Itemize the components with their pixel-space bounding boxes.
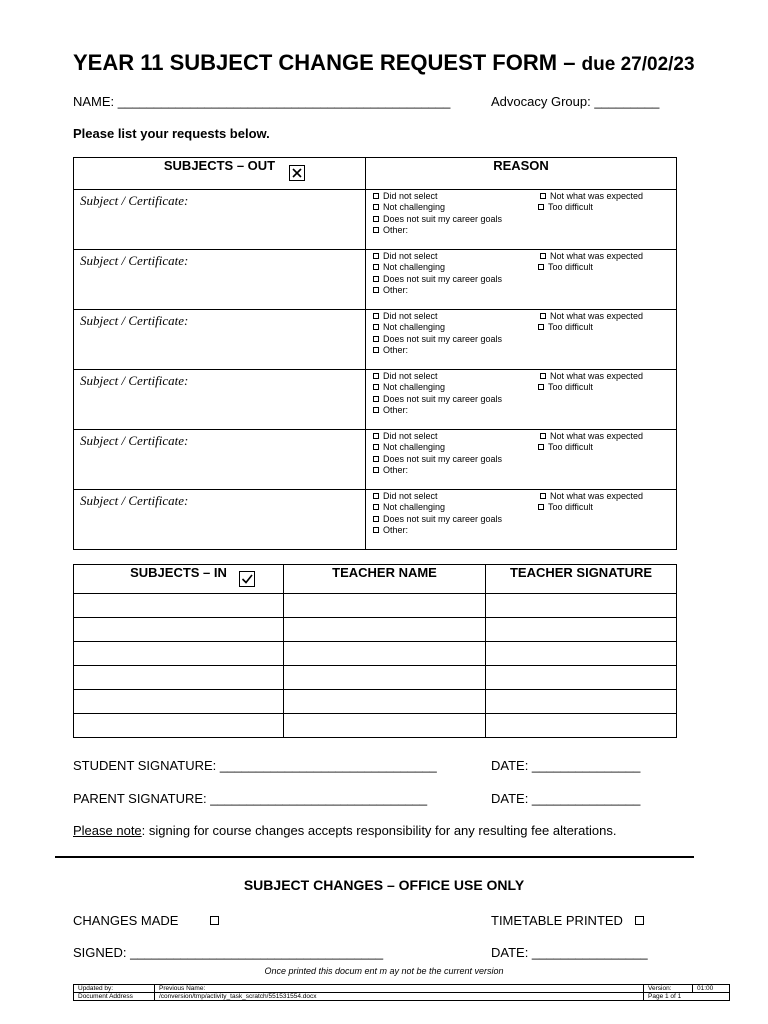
- teacher-signature-cell[interactable]: [486, 618, 677, 642]
- checkbox-icon: [373, 264, 379, 270]
- teacher-name-cell[interactable]: [284, 666, 486, 690]
- student-date-field[interactable]: DATE: _______________: [491, 758, 641, 773]
- subject-cell[interactable]: Subject / Certificate:: [74, 190, 366, 250]
- table-row: [74, 250, 677, 310]
- version-label: Version:: [644, 985, 693, 993]
- teacher-name-cell[interactable]: [284, 642, 486, 666]
- checkbox-icon: [373, 253, 379, 259]
- reason-career-goals[interactable]: Does not suit my career goals: [373, 334, 502, 345]
- table-row: [74, 666, 677, 690]
- reason-other[interactable]: Other:: [373, 405, 408, 416]
- reason-header: REASON: [366, 158, 677, 190]
- reason-too-difficult[interactable]: Too difficult: [538, 502, 593, 513]
- checkbox-icon: [373, 493, 379, 499]
- table-row: [74, 618, 677, 642]
- reason-too-difficult[interactable]: Too difficult: [538, 202, 593, 213]
- reason-not-challenging[interactable]: Not challenging: [373, 382, 445, 393]
- teacher-name-header: TEACHER NAME: [284, 565, 486, 594]
- table-row: [74, 430, 677, 490]
- page-number: Page 1 of 1: [644, 993, 730, 1001]
- office-signed-field[interactable]: SIGNED: ___________________________________: [73, 945, 384, 960]
- previous-name-label: Previous Name:: [155, 985, 644, 993]
- checkbox-icon: [540, 313, 546, 319]
- reason-did-not-select[interactable]: Did not select: [373, 491, 438, 502]
- teacher-name-cell[interactable]: [284, 690, 486, 714]
- name-field[interactable]: NAME: ______________________________________________: [73, 94, 451, 109]
- subject-in-cell[interactable]: [74, 666, 284, 690]
- checkbox-icon[interactable]: [635, 916, 644, 925]
- changes-made-field: CHANGES MADE: [73, 913, 219, 928]
- reason-cell: [366, 430, 677, 490]
- checkbox-icon: [373, 467, 379, 473]
- checkbox-icon: [373, 396, 379, 402]
- office-date-field[interactable]: DATE: ________________: [491, 945, 648, 960]
- office-use-heading: SUBJECT CHANGES – OFFICE USE ONLY: [243, 877, 525, 893]
- subject-in-cell[interactable]: [74, 594, 284, 618]
- subject-in-cell[interactable]: [74, 618, 284, 642]
- reason-too-difficult[interactable]: Too difficult: [538, 322, 593, 333]
- checkbox-icon: [373, 204, 379, 210]
- checkbox-tick-icon: [239, 571, 255, 587]
- checkbox-icon: [373, 384, 379, 390]
- table-row: [74, 690, 677, 714]
- checkbox-icon: [373, 444, 379, 450]
- checkbox-icon: [538, 444, 544, 450]
- reason-too-difficult[interactable]: Too difficult: [538, 262, 593, 273]
- reason-other[interactable]: Other:: [373, 345, 408, 356]
- reason-not-challenging[interactable]: Not challenging: [373, 322, 445, 333]
- reason-too-difficult[interactable]: Too difficult: [538, 442, 593, 453]
- checkbox-icon: [373, 276, 379, 282]
- table-row: [74, 594, 677, 618]
- checkbox-icon: [373, 456, 379, 462]
- checkbox-icon: [540, 493, 546, 499]
- teacher-name-cell[interactable]: [284, 618, 486, 642]
- reason-did-not-select[interactable]: Did not select: [373, 371, 438, 382]
- teacher-name-cell[interactable]: [284, 714, 486, 738]
- instruction-text: Please list your requests below.: [73, 126, 270, 141]
- teacher-signature-header: TEACHER SIGNATURE: [486, 565, 677, 594]
- checkbox-icon: [373, 324, 379, 330]
- divider: [55, 856, 694, 858]
- checkbox-icon: [373, 407, 379, 413]
- checkbox-icon: [373, 373, 379, 379]
- parent-date-field[interactable]: DATE: _______________: [491, 791, 641, 806]
- subject-cell[interactable]: Subject / Certificate:: [74, 310, 366, 370]
- print-version-note: Once printed this docum ent m ay not be the current version: [264, 966, 504, 976]
- document-address-value: /conversion/tmp/activity_task_scratch/551531554.docx: [155, 993, 644, 1001]
- note-label: Please note: [73, 823, 142, 838]
- reason-not-expected[interactable]: Not what was expected: [540, 371, 643, 382]
- reason-cell: [366, 190, 677, 250]
- checkbox-icon[interactable]: [210, 916, 219, 925]
- teacher-signature-cell[interactable]: [486, 642, 677, 666]
- checkbox-icon: [538, 504, 544, 510]
- subjects-out-table: [73, 157, 677, 550]
- due-date: due 27/02/23: [581, 54, 695, 75]
- reason-not-challenging[interactable]: Not challenging: [373, 202, 445, 213]
- reason-other[interactable]: Other:: [373, 225, 408, 236]
- reason-not-challenging[interactable]: Not challenging: [373, 442, 445, 453]
- table-row: [74, 370, 677, 430]
- parent-signature-field[interactable]: PARENT SIGNATURE: ______________________________: [73, 791, 428, 806]
- reason-career-goals[interactable]: Does not suit my career goals: [373, 274, 502, 285]
- reason-not-expected[interactable]: Not what was expected: [540, 311, 643, 322]
- reason-cell: [366, 490, 677, 550]
- checkbox-icon: [373, 216, 379, 222]
- subject-cell[interactable]: Subject / Certificate:: [74, 250, 366, 310]
- reason-not-expected[interactable]: Not what was expected: [540, 251, 643, 262]
- checkbox-icon: [540, 433, 546, 439]
- checkbox-icon: [538, 264, 544, 270]
- checkbox-icon: [373, 193, 379, 199]
- reason-did-not-select[interactable]: Did not select: [373, 191, 438, 202]
- reason-did-not-select[interactable]: Did not select: [373, 431, 438, 442]
- reason-not-expected[interactable]: Not what was expected: [540, 491, 643, 502]
- subject-cell[interactable]: Subject / Certificate:: [74, 490, 366, 550]
- reason-did-not-select[interactable]: Did not select: [373, 251, 438, 262]
- reason-too-difficult[interactable]: Too difficult: [538, 382, 593, 393]
- subjects-out-header: SUBJECTS – OUT: [74, 158, 366, 190]
- table-row: [74, 714, 677, 738]
- subjects-in-table: [73, 564, 677, 738]
- reason-cell: [366, 370, 677, 430]
- reason-not-challenging[interactable]: Not challenging: [373, 262, 445, 273]
- reason-other[interactable]: Other:: [373, 285, 408, 296]
- table-row: [74, 642, 677, 666]
- checkbox-icon: [373, 527, 379, 533]
- reason-not-challenging[interactable]: Not challenging: [373, 502, 445, 513]
- fee-note: Please note: signing for course changes accepts responsibility for any resulting fee alterations.: [73, 823, 617, 838]
- reason-not-expected[interactable]: Not what was expected: [540, 431, 643, 442]
- reason-career-goals[interactable]: Does not suit my career goals: [373, 394, 502, 405]
- subjects-in-header: SUBJECTS – IN: [74, 565, 284, 594]
- reason-not-expected[interactable]: Not what was expected: [540, 191, 643, 202]
- checkbox-icon: [373, 433, 379, 439]
- checkbox-icon: [373, 347, 379, 353]
- teacher-signature-cell[interactable]: [486, 666, 677, 690]
- reason-other[interactable]: Other:: [373, 525, 408, 536]
- checkbox-icon: [373, 336, 379, 342]
- checkbox-icon: [373, 227, 379, 233]
- reason-did-not-select[interactable]: Did not select: [373, 311, 438, 322]
- checkbox-icon: [538, 324, 544, 330]
- table-row: [74, 190, 677, 250]
- checkbox-icon: [373, 313, 379, 319]
- document-address-label: Document Address: [74, 993, 155, 1001]
- checkbox-x-icon: [289, 165, 305, 181]
- table-row: [74, 310, 677, 370]
- checkbox-icon: [540, 253, 546, 259]
- reason-career-goals[interactable]: Does not suit my career goals: [373, 454, 502, 465]
- teacher-name-cell[interactable]: [284, 594, 486, 618]
- document-footer-table: [73, 984, 730, 1001]
- subject-cell[interactable]: Subject / Certificate:: [74, 430, 366, 490]
- teacher-signature-cell[interactable]: [486, 690, 677, 714]
- checkbox-icon: [373, 516, 379, 522]
- updated-by-label: Updated by:: [74, 985, 155, 993]
- subject-cell[interactable]: Subject / Certificate:: [74, 370, 366, 430]
- subject-in-cell[interactable]: [74, 714, 284, 738]
- reason-cell: [366, 250, 677, 310]
- reason-cell: [366, 310, 677, 370]
- checkbox-icon: [538, 204, 544, 210]
- advocacy-group-field[interactable]: Advocacy Group: _________: [491, 94, 660, 109]
- page-title: YEAR 11 SUBJECT CHANGE REQUEST FORM – due 27/02/23: [73, 50, 695, 75]
- checkbox-icon: [373, 287, 379, 293]
- checkbox-icon: [538, 384, 544, 390]
- reason-career-goals[interactable]: Does not suit my career goals: [373, 514, 502, 525]
- subject-in-cell[interactable]: [74, 690, 284, 714]
- reason-other[interactable]: Other:: [373, 465, 408, 476]
- table-row: [74, 490, 677, 550]
- teacher-signature-cell[interactable]: [486, 594, 677, 618]
- student-signature-field[interactable]: STUDENT SIGNATURE: ______________________________: [73, 758, 437, 773]
- reason-career-goals[interactable]: Does not suit my career goals: [373, 214, 502, 225]
- checkbox-icon: [540, 373, 546, 379]
- version-value: 01:00: [693, 985, 730, 993]
- checkbox-icon: [540, 193, 546, 199]
- checkbox-icon: [373, 504, 379, 510]
- teacher-signature-cell[interactable]: [486, 714, 677, 738]
- timetable-printed-field: TIMETABLE PRINTED: [491, 913, 644, 928]
- subject-in-cell[interactable]: [74, 642, 284, 666]
